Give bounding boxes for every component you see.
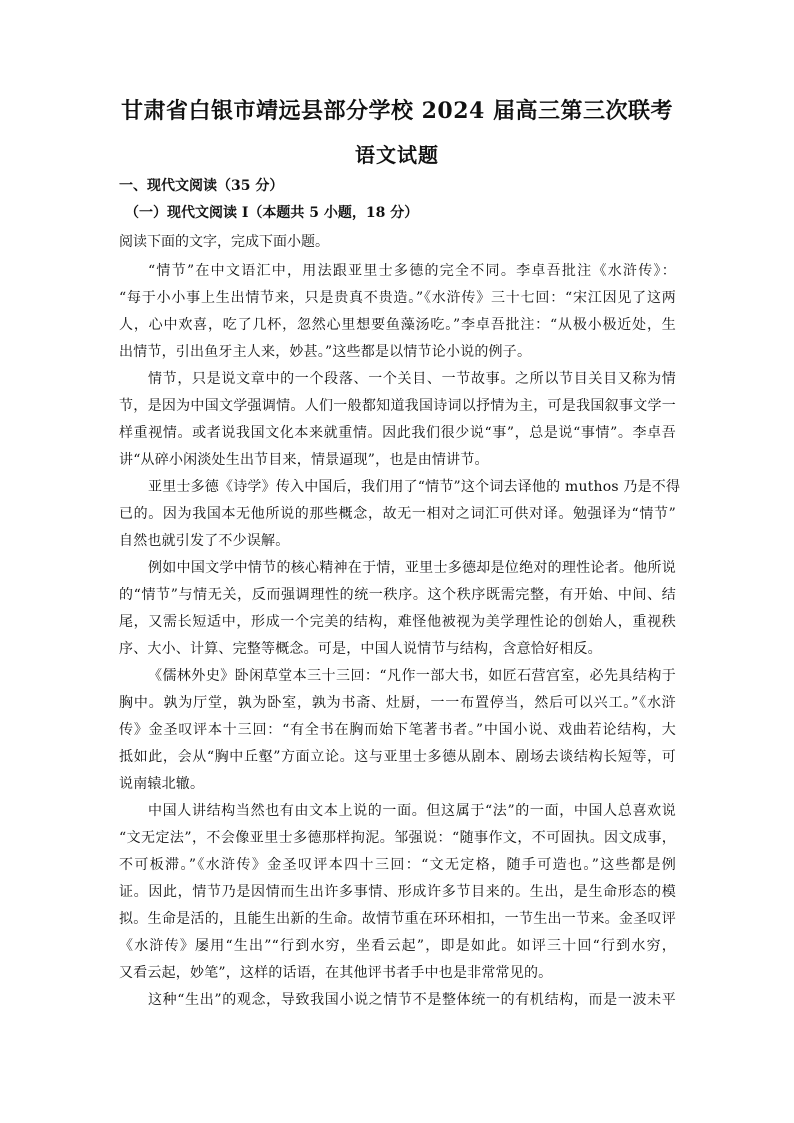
passage-line: “情节”在中文语汇中，用法跟亚里士多德的完全不同。李卓吾批注《水浒传》： — [148, 263, 676, 279]
document-subtitle: 语文试题 — [355, 143, 439, 167]
passage-line: 序、大小、计算、完整等概念。可是，中国人说情节与结构，含意恰好相反。 — [119, 641, 602, 657]
passage-line: 抵如此，会从“胸中丘壑”方面立论。这与亚里士多德从剧本、剧场去谈结构长短等，可 — [119, 749, 676, 765]
passage-line: “文无定法”，不会像亚里士多德那样拘泥。邹强说：“随事作文，不可固执。因文成事， — [119, 830, 676, 846]
passage-line: 不可板滞。”《水浒传》金圣叹评本四十三回：“文无定格，随手可造也。”这些都是例 — [119, 857, 676, 873]
section-heading: 一、现代文阅读（35 分） — [119, 178, 284, 194]
passage-line: 胸中。孰为厅堂，孰为卧室，孰为书斋、灶厨，一一布置停当，然后可以兴工。”《水浒 — [119, 695, 676, 711]
passage-line: 已的。因为我国本无他所说的那些概念，故无一相对之词汇可供对译。勉强译为“情节” — [119, 506, 676, 522]
passage-line: 尾，又需长短适中，形成一个完美的结构，难怪他被视为美学理性论的创始人，重视秩 — [119, 614, 676, 630]
passage-line: 传》金圣叹评本十三回：“有全书在胸而始下笔著书者。”中国小说、戏曲若论结构，大 — [119, 722, 676, 738]
passage-line: 《水浒传》屡用“生出”“行到水穷，坐看云起”，即是如此。如评三十回“行到水穷， — [119, 938, 676, 954]
passage-line: 人，心中欢喜，吃了几杯，忽然心里想要鱼藻汤吃。”李卓吾批注：“从极小极近处，生 — [119, 317, 676, 333]
passage-line: “每于小小事上生出情节来，只是贵真不贵造。”《水浒传》三十七回：“宋江因见了这两 — [119, 290, 676, 306]
passage-line: 这种“生出”的观念，导致我国小说之情节不是整体统一的有机结构，而是一波未平 — [148, 992, 676, 1008]
passage-line: 样重视情。或者说我国文化本来就重情。因此我们很少说“事”，总是说“事情”。李卓吾 — [119, 425, 676, 441]
passage-line: 例如中国文学中情节的核心精神在于情，亚里士多德却是位绝对的理性论者。他所说 — [148, 560, 676, 576]
passage-line: 的“情节”与情无关，反而强调理性的统一秩序。这个秩序既需完整，有开始、中间、结 — [119, 587, 676, 603]
passage-line: 情节，只是说文章中的一个段落、一个关目、一节故事。之所以节目关目又称为情 — [148, 371, 676, 387]
reading-instruction: 阅读下面的文字，完成下面小题。 — [119, 234, 329, 250]
passage-line: 中国人讲结构当然也有由文本上说的一面。但这属于“法”的一面，中国人总喜欢说 — [148, 803, 676, 819]
subsection-heading: （一）现代文阅读 I（本题共 5 小题，18 分） — [125, 205, 419, 221]
passage-line: 拟。生命是活的，且能生出新的生命。故情节重在环环相扣，一节生出一节来。金圣叹评 — [119, 911, 676, 927]
reading-passage — [119, 258, 681, 1014]
passage-line: 证。因此，情节乃是因情而生出许多事情、形成许多节目来的。生出，是生命形态的模 — [119, 884, 676, 900]
passage-line: 《儒林外史》卧闲草堂本三十三回：“凡作一部大书，如匠石营宫室，必先具结构于 — [148, 668, 676, 684]
document-title: 甘肃省白银市靖远县部分学校 2024 届高三第三次联考 — [120, 98, 674, 124]
passage-line: 出情节，引出鱼牙主人来，妙甚。”这些都是以情节论小说的例子。 — [119, 344, 532, 360]
passage-line: 亚里士多德《诗学》传入中国后，我们用了“情节”这个词去译他的 muthos 乃是不得 — [148, 479, 681, 495]
passage-line: 说南辕北辙。 — [119, 776, 205, 792]
passage-line: 自然也就引发了不少误解。 — [119, 533, 290, 549]
passage-line: 节，是因为中国文学强调情。人们一般都知道我国诗词以抒情为主，可是我国叙事文学一 — [119, 398, 676, 414]
passage-line: 又看云起，妙笔”，这样的话语，在其他评书者手中也是非常常见的。 — [119, 965, 553, 981]
passage-line: 讲“从碎小闲淡处生出节目来，情景逼现”，也是由情讲节。 — [119, 452, 489, 468]
